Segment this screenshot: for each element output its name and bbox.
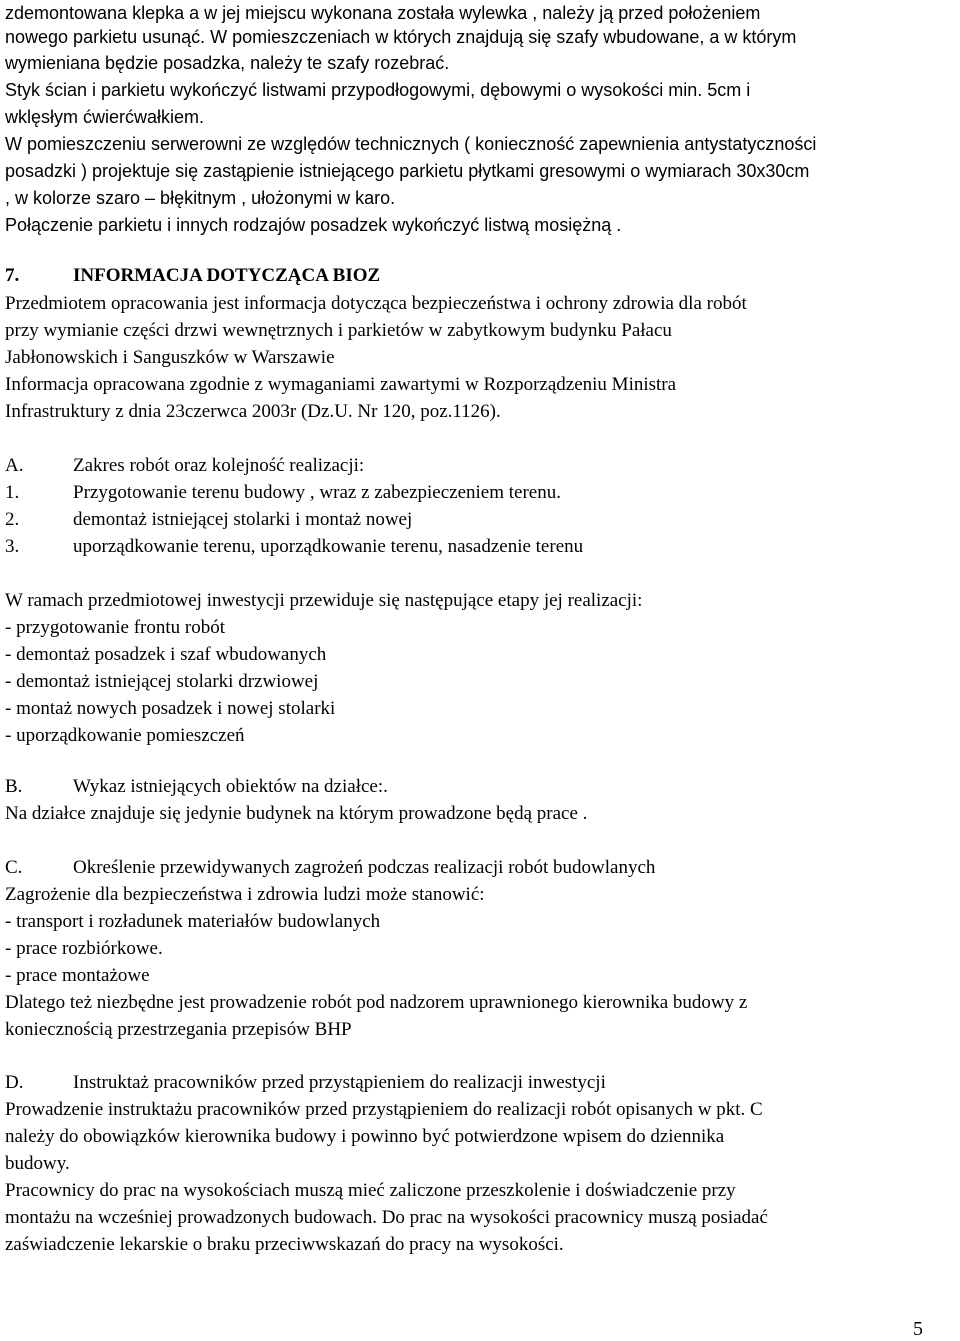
section-7-heading bbox=[5, 262, 380, 289]
section-d-line: należy do obowiązków kierownika budowy i powinno być potwierdzone wpisem do dziennika bbox=[5, 1126, 725, 1147]
section-a-title: Zakres robót oraz kolejność realizacji: bbox=[73, 455, 365, 476]
stage-item: - demontaż posadzek i szaf wbudowanych bbox=[5, 644, 327, 665]
stage-item: - przygotowanie frontu robót bbox=[5, 617, 226, 638]
section-b-text: Na działce znajduje się jedynie budynek na którym prowadzone będą prace . bbox=[5, 803, 588, 824]
list-item-text: Przygotowanie terenu budowy , wraz z zabezpieczeniem terenu. bbox=[73, 482, 561, 503]
section-d-line: budowy. bbox=[5, 1153, 70, 1174]
section-d-line: Prowadzenie instruktażu pracowników przed przystąpieniem do realizacji robót opisanych w pkt. C bbox=[5, 1099, 763, 1120]
section-c-label: C. bbox=[5, 857, 23, 878]
section-a-label: A. bbox=[5, 455, 24, 476]
section-d-line: zaświadczenie lekarskie o braku przeciwwskazań do pracy na wysokości. bbox=[5, 1234, 564, 1255]
list-item bbox=[5, 506, 412, 533]
stages-intro: W ramach przedmiotowej inwestycji przewiduje się następujące etapy jej realizacji: bbox=[5, 590, 643, 611]
list-item-number: 1. bbox=[5, 482, 20, 503]
section-b-title: Wykaz istniejących obiektów na działce:. bbox=[73, 776, 388, 797]
stage-item: - demontaż istniejącej stolarki drzwiowej bbox=[5, 671, 319, 692]
list-item-text: uporządkowanie terenu, uporządkowanie terenu, nasadzenie terenu bbox=[73, 536, 584, 557]
section-b-heading bbox=[5, 773, 388, 800]
intro-line: zdemontowana klepka a w jej miejscu wykonana została wylewka , należy ją przed położeniem bbox=[5, 3, 761, 23]
stage-item: - uporządkowanie pomieszczeń bbox=[5, 725, 245, 746]
page-number: 5 bbox=[913, 1318, 923, 1340]
list-item bbox=[5, 533, 583, 560]
list-item-number: 3. bbox=[5, 536, 20, 557]
section-d-line: Pracownicy do prac na wysokościach muszą mieć zaliczone przeszkolenie i doświadczenie przy bbox=[5, 1180, 736, 1201]
intro-line: nowego parkietu usunąć. W pomieszczeniach w których znajdują się szafy wbudowane, a w którym bbox=[5, 27, 797, 47]
section-d-label: D. bbox=[5, 1072, 24, 1093]
intro-line: wklęsłym ćwierćwałkiem. bbox=[5, 107, 205, 127]
intro-line: Styk ścian i parkietu wykończyć listwami przypodłogowymi, dębowymi o wysokości min. 5cm i bbox=[5, 80, 751, 100]
list-item-number: 2. bbox=[5, 509, 20, 530]
section-7-number: 7. bbox=[5, 265, 20, 286]
list-item-text: demontaż istniejącej stolarki i montaż nowej bbox=[73, 509, 413, 530]
section-7-line: przy wymianie części drzwi wewnętrznych i parkietów w zabytkowym budynku Pałacu bbox=[5, 320, 672, 341]
section-c-heading bbox=[5, 854, 655, 881]
intro-line: W pomieszczeniu serwerowni ze względów technicznych ( konieczność zapewnienia antystatyczności bbox=[5, 134, 817, 154]
section-c-line: - transport i rozładunek materiałów budowlanych bbox=[5, 911, 381, 932]
intro-line: , w kolorze szaro – błękitnym , ułożonymi w karo. bbox=[5, 188, 396, 208]
section-c-line: Zagrożenie dla bezpieczeństwa i zdrowia ludzi może stanowić: bbox=[5, 884, 485, 905]
section-d-title: Instruktaż pracowników przed przystąpieniem do realizacji inwestycji bbox=[73, 1072, 606, 1093]
section-7-line: Informacja opracowana zgodnie z wymaganiami zawartymi w Rozporządzeniu Ministra bbox=[5, 374, 677, 395]
section-7-line: Przedmiotem opracowania jest informacja dotycząca bezpieczeństwa i ochrony zdrowia dla robót bbox=[5, 293, 747, 314]
section-7-title: INFORMACJA DOTYCZĄCA BIOZ bbox=[73, 265, 381, 286]
section-c-title: Określenie przewidywanych zagrożeń podczas realizacji robót budowlanych bbox=[73, 857, 656, 878]
intro-line: wymieniana będzie posadzka, należy te szafy rozebrać. bbox=[5, 53, 450, 73]
intro-line: Połączenie parkietu i innych rodzajów posadzek wykończyć listwą mosiężną . bbox=[5, 215, 622, 235]
intro-line: posadzki ) projektuje się zastąpienie istniejącego parkietu płytkami gresowymi o wymiarach 30x30cm bbox=[5, 161, 810, 181]
section-d-line: montażu na wcześniej prowadzonych budowach. Do prac na wysokości pracownicy muszą posiadać bbox=[5, 1207, 768, 1228]
section-d-heading bbox=[5, 1069, 606, 1096]
section-c-line: koniecznością przestrzegania przepisów BHP bbox=[5, 1019, 352, 1040]
list-item bbox=[5, 479, 561, 506]
section-c-line: Dlatego też niezbędne jest prowadzenie robót pod nadzorem uprawnionego kierownika budowy z bbox=[5, 992, 748, 1013]
section-7-line: Jabłonowskich i Sanguszków w Warszawie bbox=[5, 347, 335, 368]
section-b-label: B. bbox=[5, 776, 23, 797]
section-c-line: - prace montażowe bbox=[5, 965, 150, 986]
section-7-line: Infrastruktury z dnia 23czerwca 2003r (Dz.U. Nr 120, poz.1126). bbox=[5, 401, 501, 422]
stage-item: - montaż nowych posadzek i nowej stolarki bbox=[5, 698, 336, 719]
section-c-line: - prace rozbiórkowe. bbox=[5, 938, 163, 959]
section-a-heading bbox=[5, 452, 364, 479]
